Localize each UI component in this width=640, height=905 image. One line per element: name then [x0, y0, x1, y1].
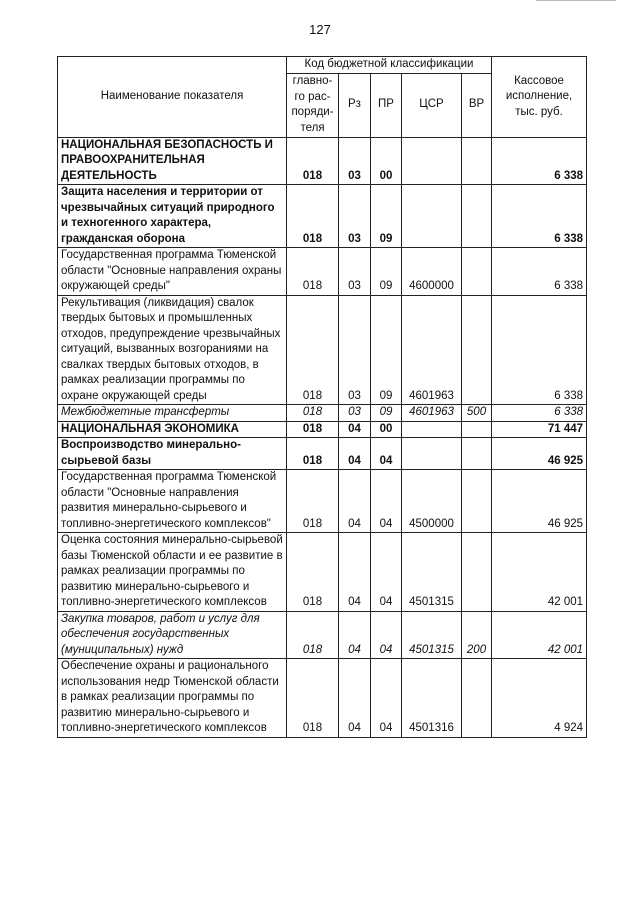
header-vr: ВР [462, 73, 492, 137]
table-row [58, 248, 587, 296]
row-name: Государственная программа Тюменской области "Основные направления охраны окружающей среды" [58, 248, 287, 296]
row-glav: 018 [287, 295, 339, 405]
row-pr: 04 [371, 438, 402, 470]
row-vr [462, 295, 492, 405]
row-pr: 09 [371, 248, 402, 296]
row-csr [402, 137, 462, 185]
row-rz: 04 [339, 438, 371, 470]
row-rz: 04 [339, 533, 371, 612]
row-glav: 018 [287, 421, 339, 438]
row-rz: 04 [339, 421, 371, 438]
row-name: Государственная программа Тюменской области "Основные направления развития минерально-сырьевого и топливно-энергетического комплексов" [58, 470, 287, 533]
row-amount: 6 338 [492, 248, 587, 296]
row-glav: 018 [287, 470, 339, 533]
row-rz: 04 [339, 659, 371, 738]
row-vr [462, 185, 492, 248]
row-amount: 4 924 [492, 659, 587, 738]
row-csr [402, 185, 462, 248]
top-rule [536, 0, 616, 1]
row-name: Рекультивация (ликвидация) свалок твердых бытовых и промышленных отходов, предупреждение чрезвычайных ситуаций, вызванных возгораниями на свалках твердых бытовых отходов, в рамках реализации программы по охране окружающей среды [58, 295, 287, 405]
page-number: 127 [309, 22, 331, 37]
row-pr: 09 [371, 295, 402, 405]
row-rz: 03 [339, 248, 371, 296]
row-glav: 018 [287, 137, 339, 185]
row-vr [462, 533, 492, 612]
row-name: НАЦИОНАЛЬНАЯ ЭКОНОМИКА [58, 421, 287, 438]
table-row [58, 421, 587, 438]
row-glav: 018 [287, 248, 339, 296]
budget-table [57, 56, 587, 738]
table-row [58, 185, 587, 248]
row-vr [462, 659, 492, 738]
row-glav: 018 [287, 405, 339, 422]
row-amount: 6 338 [492, 405, 587, 422]
row-vr: 200 [462, 611, 492, 659]
row-vr: 500 [462, 405, 492, 422]
row-pr: 00 [371, 421, 402, 438]
row-vr [462, 137, 492, 185]
table-row [58, 405, 587, 422]
row-amount: 46 925 [492, 438, 587, 470]
row-csr: 4601963 [402, 295, 462, 405]
row-rz: 03 [339, 295, 371, 405]
row-glav: 018 [287, 659, 339, 738]
row-name: Оценка состояния минерально-сырьевой базы Тюменской области и ее развитие в рамках реализации программы по развитию минерально-сырьевого и топливно-энергетического комплексов [58, 533, 287, 612]
row-glav: 018 [287, 185, 339, 248]
header-code-group: Код бюджетной классификации [287, 57, 492, 74]
row-amount: 42 001 [492, 611, 587, 659]
row-pr: 04 [371, 611, 402, 659]
row-name: Межбюджетные трансферты [58, 405, 287, 422]
header-rz: Рз [339, 73, 371, 137]
row-glav: 018 [287, 533, 339, 612]
row-vr [462, 248, 492, 296]
row-csr: 4501316 [402, 659, 462, 738]
row-csr: 4501315 [402, 533, 462, 612]
row-amount: 6 338 [492, 185, 587, 248]
row-amount: 42 001 [492, 533, 587, 612]
row-amount: 71 447 [492, 421, 587, 438]
row-pr: 00 [371, 137, 402, 185]
row-amount: 46 925 [492, 470, 587, 533]
row-pr: 04 [371, 659, 402, 738]
row-vr [462, 438, 492, 470]
row-rz: 03 [339, 137, 371, 185]
table-row [58, 659, 587, 738]
table-row [58, 438, 587, 470]
table-row [58, 470, 587, 533]
row-glav: 018 [287, 611, 339, 659]
row-pr: 09 [371, 405, 402, 422]
row-csr: 4500000 [402, 470, 462, 533]
row-amount: 6 338 [492, 295, 587, 405]
table-row [58, 533, 587, 612]
row-name: Обеспечение охраны и рационального использования недр Тюменской области в рамках реализации программы по развитию минерально-сырьевого и топливно-энергетического комплексов [58, 659, 287, 738]
header-glav: главно-го рас-поряди-теля [287, 73, 339, 137]
row-name: Воспроизводство минерально-сырьевой базы [58, 438, 287, 470]
row-rz: 04 [339, 470, 371, 533]
row-glav: 018 [287, 438, 339, 470]
row-csr [402, 421, 462, 438]
row-pr: 09 [371, 185, 402, 248]
row-rz: 04 [339, 611, 371, 659]
row-vr [462, 421, 492, 438]
row-csr [402, 438, 462, 470]
row-name: НАЦИОНАЛЬНАЯ БЕЗОПАСНОСТЬ И ПРАВООХРАНИТЕЛЬНАЯ ДЕЯТЕЛЬНОСТЬ [58, 137, 287, 185]
table-row [58, 295, 587, 405]
row-amount: 6 338 [492, 137, 587, 185]
row-name: Защита населения и территории от чрезвычайных ситуаций природного и техногенного характера, гражданская оборона [58, 185, 287, 248]
table-row [58, 611, 587, 659]
header-pr: ПР [371, 73, 402, 137]
row-name: Закупка товаров, работ и услуг для обеспечения государственных (муниципальных) нужд [58, 611, 287, 659]
row-csr: 4600000 [402, 248, 462, 296]
row-rz: 03 [339, 405, 371, 422]
header-amount: Кассовое исполнение, тыс. руб. [492, 57, 587, 138]
header-name: Наименование показателя [58, 57, 287, 138]
table-row [58, 137, 587, 185]
row-pr: 04 [371, 470, 402, 533]
header-csr: ЦСР [402, 73, 462, 137]
row-pr: 04 [371, 533, 402, 612]
row-rz: 03 [339, 185, 371, 248]
row-csr: 4601963 [402, 405, 462, 422]
row-vr [462, 470, 492, 533]
row-csr: 4501315 [402, 611, 462, 659]
